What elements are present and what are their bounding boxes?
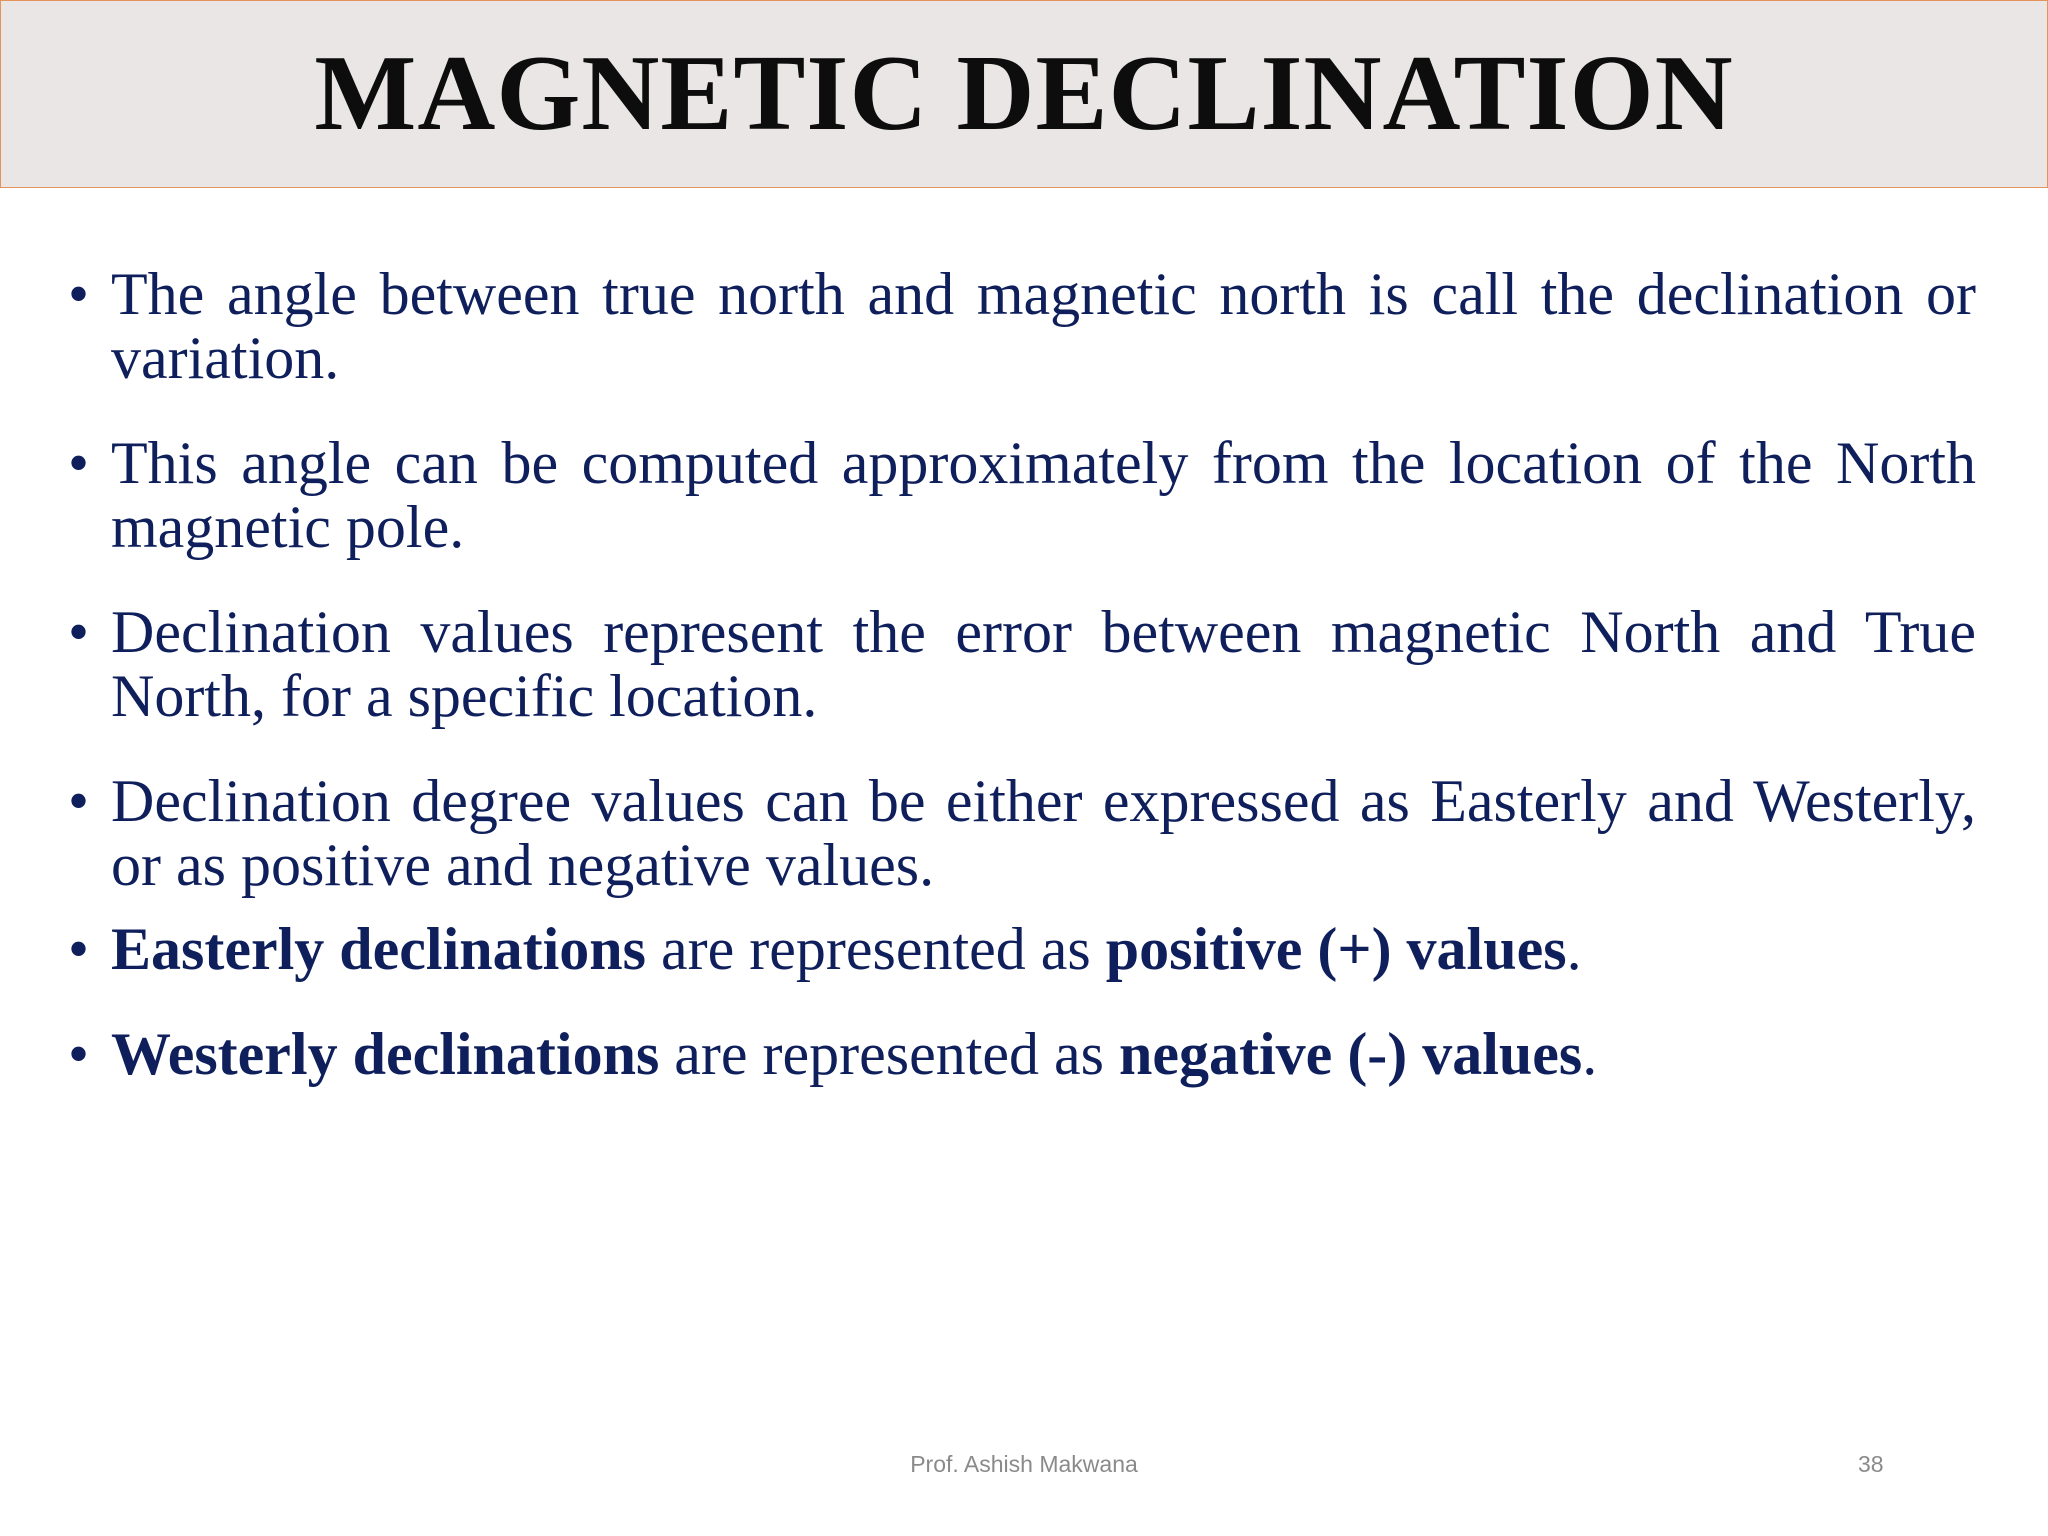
bullet-text: The angle between true north and magnetic north is call the declination or variation. — [111, 261, 1976, 391]
title-bar — [0, 0, 2048, 188]
slide-title: MAGNETIC DECLINATION — [314, 34, 1734, 153]
page-number: 38 — [1858, 1451, 1884, 1477]
bullet-text: are represented as — [646, 916, 1106, 982]
bullet-text: This angle can be computed approximately from the location of the North magnetic pole. — [111, 430, 1976, 560]
bullet-bold-term: Easterly declinations — [111, 916, 646, 982]
bullet-expression — [68, 769, 1976, 897]
bullet-westerly — [68, 1022, 1976, 1086]
bullet-bold-value: negative (-) values — [1119, 1021, 1583, 1087]
bullet-bold-value: positive (+) values — [1105, 916, 1567, 982]
footer-author: Prof. Ashish Makwana — [910, 1451, 1138, 1477]
bullet-easterly — [68, 917, 1976, 981]
bullet-text: are represented as — [659, 1021, 1120, 1087]
bullet-text: Declination values represent the error between magnetic North and True North, for a specific location. — [111, 599, 1976, 729]
bullet-computation — [68, 431, 1976, 559]
bullet-bold-term: Westerly declinations — [111, 1021, 660, 1087]
bullet-list — [68, 262, 1976, 1086]
bullet-error-values — [68, 600, 1976, 728]
bullet-period: . — [1582, 1021, 1598, 1087]
bullet-text: Declination degree values can be either expressed as Easterly and Westerly, or as positive and negative values. — [111, 768, 1976, 898]
bullet-declination-definition — [68, 262, 1976, 390]
bullet-period: . — [1566, 916, 1582, 982]
